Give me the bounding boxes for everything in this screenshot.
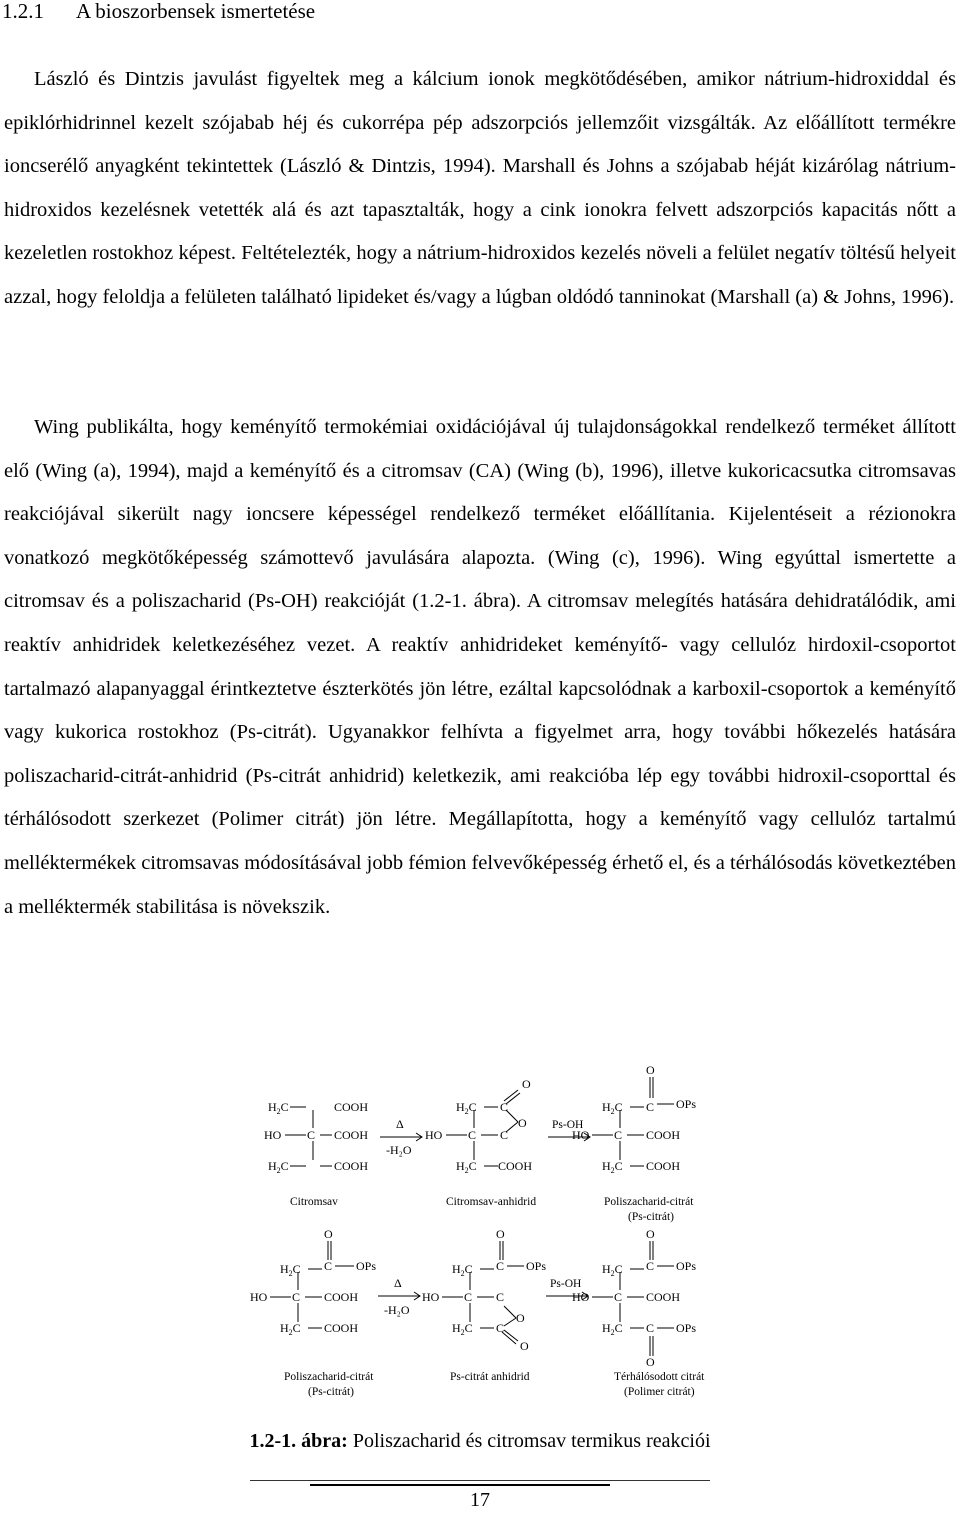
svg-text:HO: HO	[250, 1290, 268, 1304]
svg-text:C: C	[500, 1128, 509, 1142]
svg-text:OPs: OPs	[676, 1097, 697, 1111]
footer-rule-thick	[310, 1484, 610, 1486]
section-title: A bioszorbensek ismertetése	[76, 0, 316, 23]
svg-text:H2C: $H_2C$	[456, 1159, 477, 1175]
paragraph-2-text: Wing publikálta, hogy keményítő termokémiai oxidációjával új tulajdonságokkal rendelkező terméket állított elő (Wing (a), 1994), majd a keményítő és a citromsav (CA) (Wing (b), 1996), illetve kukoricacsutka citromsavas reakciójával sikerült nagy ioncsere képességel rendelkező terméket előállítania. Kijelentéseit a rézionokra vonatkozó megkötőképesség számottevő javulására alapozta. (Wing (c), 1996). Wing egyúttal ismertette a citromsav és a poliszacharid (Ps-OH) reakcióját (1.2-1. ábra). A citromsav melegítés hatására dehidratálódik, ami reaktív anhidridek keletkezéséhez vezet. A reaktív anhidrideket keményítő- vagy cellulóz hirdoxil-csoportot tartalmazó alapanyaggal érintkeztetve észterkötés jön létre, ezáltal kapcsolódnak a karboxil-csoportok a keményítő vagy kukorica rostokhoz (Ps-citrát). Ugyanakkor felhívta a figyelmet arra, hogy további hőkezelés hatására poliszacharid-citrát-anhidrid (Ps-citrát anhidrid) keletkezik, ami reakcióba lép egy további hidroxil-csoporttal és térhálósodott szerkezet (Polimer citrát) jön létre. Megállapította, hogy a keményítő vagy cellulóz tartalmú melléktermékek citromsavas módosításával jobb fémion felvevőképesség érhető el, és a térhálósodás következtében a melléktermék stabilitása is növekszik.	[4, 416, 956, 918]
svg-text:O: O	[518, 1116, 527, 1130]
svg-text:O: O	[646, 1227, 655, 1241]
svg-text:COOH: COOH	[646, 1159, 681, 1173]
svg-text:O: O	[496, 1227, 505, 1241]
svg-text:O: O	[324, 1227, 333, 1241]
svg-text:COOH: COOH	[324, 1290, 359, 1304]
svg-text:C: C	[292, 1290, 301, 1304]
svg-text:OPs: OPs	[676, 1259, 697, 1273]
svg-text:H2C: $H_2C$	[452, 1262, 473, 1278]
svg-text:C: C	[307, 1128, 316, 1142]
svg-text:COOH: COOH	[498, 1159, 533, 1173]
reaction-figure	[250, 1060, 730, 1405]
paragraph-1-text: László és Dintzis javulást figyeltek meg a kálcium ionok megkötődésében, amikor nátrium-hidroxiddal és epiklórhidrinnel kezelt szójabab héj és cukorrépa pép adszorpciós jellemzőit vizsgálták. Az előállított termékre ioncserélő anyagként tekintettek (László & Dintzis, 1994). Marshall és Johns a szójabab héját kizárólag nátrium-hidroxidos kezelésnek vetették alá és azt tapasztalták, hogy a cink ionokra felvett adszorpciós kapacitás nőtt a kezeletlen rostokhoz képest. Feltételezték, hogy a nátrium-hidroxidos kezelés növeli a felület negatív töltésű helyeit azzal, hogy feloldja a felületen található lipideket és/vagy a lúgban oldódó tanninokat (Marshall (a) & Johns, 1996).	[4, 68, 956, 308]
r1-arrow1-bottom: -H₂O	[386, 1143, 412, 1157]
svg-text:C: C	[646, 1259, 655, 1273]
svg-text:C: C	[646, 1100, 655, 1114]
svg-text:O: O	[520, 1339, 529, 1353]
svg-text:OPs: OPs	[356, 1259, 377, 1273]
svg-text:OPs: OPs	[526, 1259, 547, 1273]
r2-label-polimer-citrat: (Polimer citrát)	[624, 1386, 695, 1398]
section-heading	[2, 0, 315, 24]
reaction-scheme-diagram	[250, 1060, 730, 1405]
page-number: 17	[470, 1489, 490, 1511]
r2-arrow2-label: Ps-OH	[550, 1278, 582, 1290]
svg-text:O: O	[516, 1311, 525, 1325]
svg-text:O: O	[522, 1077, 531, 1091]
section-number: 1.2.1	[2, 0, 44, 23]
svg-text:H2C: $H_2C$	[452, 1321, 473, 1337]
svg-text:H2C: $H_2C$	[280, 1262, 301, 1278]
svg-text:C: C	[468, 1128, 477, 1142]
r1-label-ps-citrat-abbr: (Ps-citrát)	[628, 1211, 674, 1223]
r1-arrow1-top: Δ	[396, 1117, 404, 1131]
svg-text:H2C: $H_2C$	[602, 1262, 623, 1278]
svg-text:H2C: $H_2C$	[602, 1321, 623, 1337]
svg-text:COOH: COOH	[646, 1290, 681, 1304]
svg-text:H2C: $H_2C$	[602, 1159, 623, 1175]
svg-text:HO: HO	[572, 1128, 590, 1142]
r2-label-ps-citrat-abbr: (Ps-citrát)	[308, 1386, 354, 1398]
svg-text:H2C: $H_2C$	[456, 1100, 477, 1116]
svg-text:COOH: COOH	[334, 1100, 369, 1114]
r1-label-ps-citrat: Poliszacharid-citrát	[604, 1196, 694, 1208]
svg-text:COOH: COOH	[334, 1128, 369, 1142]
svg-text:OPs: OPs	[676, 1321, 697, 1335]
paragraph-1	[4, 58, 956, 320]
svg-text:O: O	[646, 1355, 655, 1369]
r2-arrow1-top: Δ	[394, 1276, 402, 1290]
svg-text:HO: HO	[572, 1290, 590, 1304]
svg-text:C: C	[324, 1259, 333, 1273]
svg-text:C: C	[500, 1100, 509, 1114]
footer-rule	[250, 1480, 710, 1481]
svg-text:O: O	[646, 1063, 655, 1077]
svg-text:C: C	[464, 1290, 473, 1304]
r2-arrow1-bottom: -H₂O	[384, 1303, 410, 1317]
r1-arrow2-label: Ps-OH	[552, 1119, 584, 1131]
r1-label-anhidrid: Citromsav-anhidrid	[446, 1196, 537, 1208]
figure-caption	[0, 1427, 960, 1455]
r2-label-ps-citrat: Poliszacharid-citrát	[284, 1371, 374, 1383]
svg-text:C: C	[496, 1321, 505, 1335]
svg-text:COOH: COOH	[334, 1159, 369, 1173]
svg-text:HO: HO	[425, 1128, 443, 1142]
svg-text:C: C	[614, 1290, 623, 1304]
svg-text:COOH: COOH	[324, 1321, 359, 1335]
svg-text:C: C	[496, 1259, 505, 1273]
svg-text:C: C	[614, 1128, 623, 1142]
r2-label-anhidrid: Ps-citrát anhidrid	[450, 1371, 530, 1383]
svg-text:C: C	[496, 1290, 505, 1304]
svg-text:C: C	[646, 1321, 655, 1335]
svg-text:COOH: COOH	[646, 1128, 681, 1142]
svg-text:HO: HO	[422, 1290, 440, 1304]
svg-text:H2C: $H_2C$	[280, 1321, 301, 1337]
svg-text:H2C: $H_2C$	[268, 1159, 289, 1175]
svg-text:H2C: $H_2C$	[268, 1100, 289, 1116]
svg-text:H2C: $H_2C$	[602, 1100, 623, 1116]
figure-caption-label: 1.2-1. ábra:	[249, 1430, 348, 1452]
paragraph-2	[4, 406, 956, 929]
r1-label-citromsav: Citromsav	[290, 1196, 338, 1208]
r2-label-terhalosodott: Térhálósodott citrát	[614, 1371, 705, 1383]
figure-caption-text: Poliszacharid és citromsav termikus reakciói	[347, 1430, 711, 1452]
svg-text:HO: HO	[264, 1128, 282, 1142]
